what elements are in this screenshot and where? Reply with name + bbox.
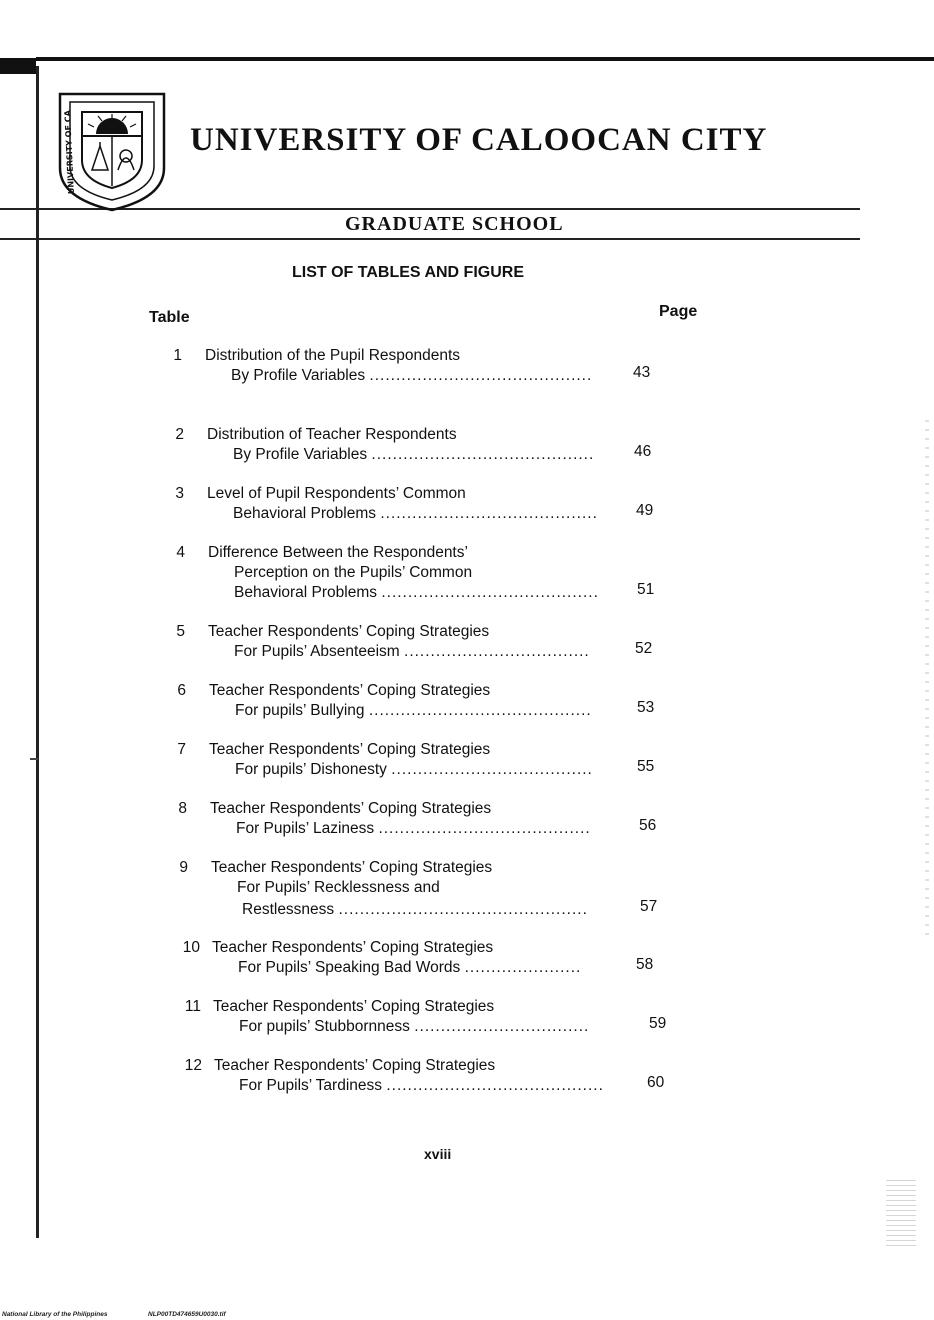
entry-title-line: For Pupils’ Speaking Bad Words [238, 959, 461, 976]
entry-page: 58 [636, 956, 654, 973]
leader-dots: ......................................... [381, 584, 599, 601]
entry-number: 12 [184, 1057, 202, 1074]
entry-title-line: For Pupils’ Laziness [236, 820, 375, 837]
entry-title-line: Teacher Respondents’ Coping Strategies [209, 741, 491, 758]
header-rule-bottom [0, 238, 860, 240]
seal-text: UNIVERSITY OF CA [63, 109, 76, 195]
entry-page: 52 [635, 640, 653, 657]
entry-title-line: By Profile Variables [233, 446, 368, 463]
entry-title-line: Perception on the Pupils’ Common [234, 564, 473, 581]
leader-dots: ...................... [464, 959, 582, 976]
leader-dots: ......................................... [386, 1077, 604, 1094]
entry-title-line: Distribution of Teacher Respondents [207, 426, 457, 443]
entry-page: 55 [637, 758, 655, 775]
scan-footer-code: NLP00TD474659U0030.tif [148, 1311, 226, 1318]
top-rule [36, 57, 934, 61]
entry-number: 7 [177, 741, 186, 758]
entry-title-line: Level of Pupil Respondents’ Common [207, 485, 466, 502]
scan-edge-mark [0, 58, 36, 74]
entry-number: 9 [179, 859, 188, 876]
leader-dots: .......................................... [371, 446, 595, 463]
leader-dots: ................................... [404, 643, 590, 660]
leader-dots: ................................. [414, 1018, 590, 1035]
scan-noise [886, 1180, 916, 1250]
entry-title-line: Behavioral Problems [233, 505, 377, 522]
leader-dots: ........................................ [378, 820, 591, 837]
entry-title-line: Teacher Respondents’ Coping Strategies [213, 998, 495, 1015]
leader-dots: ............................................... [338, 901, 588, 918]
entry-title-line: For pupils’ Bullying [235, 702, 365, 719]
entry-number: 1 [173, 347, 182, 364]
entry-page: 56 [639, 817, 657, 834]
entry-title-line: For Pupils’ Tardiness [239, 1077, 383, 1094]
margin-tick [30, 758, 38, 760]
leader-dots: ...................................... [391, 761, 593, 778]
entry-title-line: Behavioral Problems [234, 584, 378, 601]
entry-title-line: Distribution of the Pupil Respondents [205, 347, 461, 364]
leader-dots: .......................................... [369, 367, 593, 384]
column-header-table: Table [149, 309, 190, 326]
entry-title-line: Teacher Respondents’ Coping Strategies [211, 859, 493, 876]
entry-title-line: Teacher Respondents’ Coping Strategies [209, 682, 491, 699]
entry-title-line: Teacher Respondents’ Coping Strategies [210, 800, 492, 817]
entry-page: 43 [633, 364, 651, 381]
entry-page: 60 [647, 1074, 665, 1091]
entry-number: 6 [177, 682, 186, 699]
entry-page: 53 [637, 699, 655, 716]
entry-title-line: For Pupils’ Recklessness and [237, 879, 440, 896]
entry-number: 3 [175, 485, 184, 502]
column-header-page: Page [659, 303, 698, 320]
entry-number: 10 [182, 939, 200, 956]
page-number: xviii [424, 1146, 452, 1162]
entry-title-line: For pupils’ Dishonesty [235, 761, 387, 778]
margin-rule [36, 66, 39, 1238]
entry-number: 5 [176, 623, 185, 640]
university-seal [56, 90, 168, 212]
entry-page: 59 [649, 1015, 667, 1032]
entry-number: 11 [184, 998, 201, 1015]
entry-title-line: Teacher Respondents’ Coping Strategies [214, 1057, 496, 1074]
entry-number: 4 [176, 544, 185, 561]
entry-title-line: Teacher Respondents’ Coping Strategies [208, 623, 490, 640]
entry-page: 51 [637, 581, 655, 598]
school-name: GRADUATE SCHOOL [345, 213, 564, 235]
entry-title-line: By Profile Variables [231, 367, 366, 384]
entry-title-line: Restlessness [242, 901, 335, 918]
entry-title-line: For pupils’ Stubbornness [239, 1018, 410, 1035]
page-title: LIST OF TABLES AND FIGURE [292, 264, 524, 281]
entry-title-line: For Pupils’ Absenteeism [234, 643, 400, 660]
leader-dots: ......................................... [380, 505, 598, 522]
entry-number: 8 [178, 800, 187, 817]
entry-page: 46 [634, 443, 652, 460]
scan-footer-library: National Library of the Philippines [2, 1311, 108, 1318]
university-name: UNIVERSITY OF CALOOCAN CITY [190, 122, 768, 158]
leader-dots: .......................................... [368, 702, 592, 719]
entry-page: 57 [640, 898, 658, 915]
entry-page: 49 [636, 502, 654, 519]
entry-title-line: Teacher Respondents’ Coping Strategies [212, 939, 494, 956]
entry-title-line: Difference Between the Respondents’ [208, 544, 468, 561]
scan-noise [925, 420, 929, 940]
entry-number: 2 [175, 426, 184, 443]
